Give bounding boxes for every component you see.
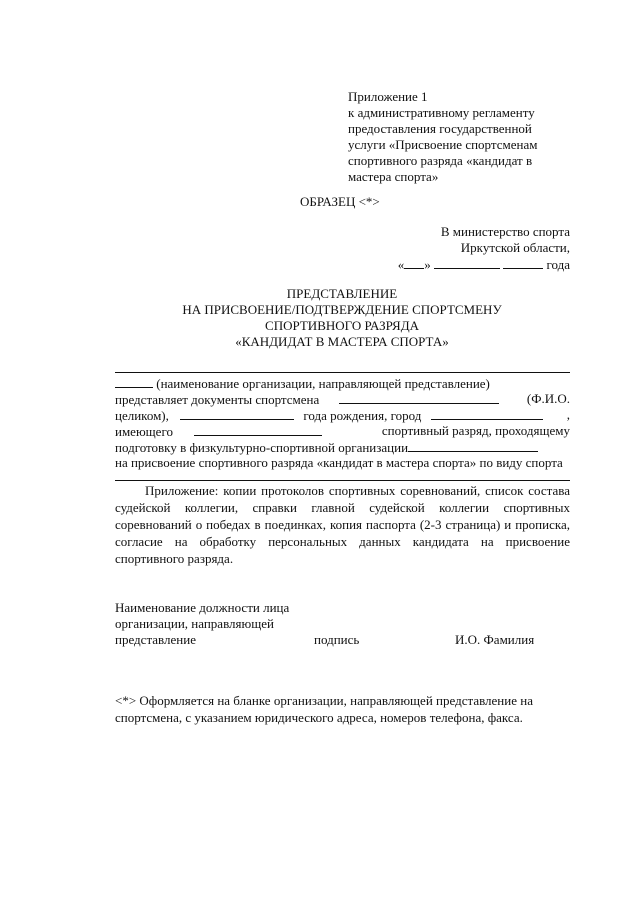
- date-quote-close: »: [424, 257, 431, 272]
- month-blank[interactable]: [434, 256, 500, 269]
- form-line-athlete: [115, 391, 570, 408]
- organization-blank-tail[interactable]: [115, 375, 153, 388]
- sample-label: ОБРАЗЕЦ <*>: [300, 194, 380, 209]
- date-line: [398, 256, 570, 273]
- title-line: ПРЕДСТАВЛЕНИЕ: [286, 286, 398, 301]
- date-year-label: года: [546, 257, 570, 272]
- appendix-line: предоставления государственной: [348, 121, 532, 136]
- entirely-text: целиком),: [115, 408, 169, 423]
- training-org-blank[interactable]: [408, 439, 538, 452]
- title-line: СПОРТИВНОГО РАЗРЯДА: [265, 318, 419, 333]
- title-line: НА ПРИСВОЕНИЕ/ПОДТВЕРЖДЕНИЕ СПОРТСМЕНУ: [182, 302, 502, 317]
- rank-training-text: спортивный разряд, проходящему: [381, 423, 570, 438]
- having-text: имеющего: [115, 424, 173, 439]
- signature-label: подпись: [314, 632, 360, 647]
- appendix-line: к административному регламенту: [348, 105, 535, 120]
- appendix-line: Приложение 1: [348, 89, 428, 104]
- presents-docs-text: представляет документы спортсмена: [115, 392, 320, 407]
- footnote: <*> Оформляется на бланке организации, направляющей представление на спортсмена, с указанием юридического адреса, номеров телефона, факса.: [115, 693, 533, 725]
- appendix-line: мастера спорта»: [348, 169, 439, 184]
- signature-position: [115, 600, 289, 648]
- birth-year-city-text: года рождения, город: [303, 408, 422, 423]
- date-quote-open: «: [397, 257, 405, 272]
- position-line: организации, направляющей: [115, 616, 274, 631]
- appendix-block: [348, 89, 578, 185]
- appendix-line: спортивного разряда «кандидат в: [348, 153, 533, 168]
- title-line: «КАНДИДАТ В МАСТЕРА СПОРТА»: [235, 334, 449, 349]
- birth-year-blank[interactable]: [180, 407, 294, 420]
- day-blank[interactable]: [404, 256, 424, 269]
- form-line-assignment: на присвоение спортивного разряда «кандидат в мастера спорта» по виду спорта: [115, 455, 563, 470]
- position-line: представление: [115, 632, 196, 647]
- appendix-line: услуги «Присвоение спортсменам: [348, 137, 538, 152]
- organization-blank-line[interactable]: [115, 372, 570, 373]
- addressee-line-1: В министерство спорта: [440, 224, 570, 239]
- athlete-name-blank[interactable]: [339, 391, 499, 404]
- org-hint-line: [115, 375, 490, 392]
- org-hint: (наименование организации, направляющей представление): [156, 376, 490, 391]
- city-blank[interactable]: [431, 407, 543, 420]
- position-line: Наименование должности лица: [115, 600, 290, 615]
- document-title: [120, 286, 564, 350]
- attachment-paragraph: Приложение: копии протоколов спортивных соревнований, список состава судейской коллегии, справки главной судейской коллегии спортивных соревнований о победах в поединках, копия паспорта (2-3 страница) и прописка, согласие на обработку персональных данных кандидата на присвоение спортивного разряда.: [115, 483, 570, 566]
- sport-blank-line[interactable]: [115, 480, 570, 481]
- training-org-text: подготовку в физкультурно-спортивной организации: [115, 440, 409, 455]
- addressee-line-2: Иркутской области,: [460, 240, 570, 255]
- name-label: И.О. Фамилия: [455, 632, 535, 647]
- comma: ,: [566, 407, 570, 422]
- form-line-training: [115, 439, 538, 456]
- form-line-rank: [115, 423, 570, 440]
- fio-hint: (Ф.И.О.: [526, 391, 570, 406]
- year-blank[interactable]: [503, 256, 543, 269]
- rank-blank[interactable]: [194, 423, 322, 436]
- form-line-birth: [115, 407, 570, 424]
